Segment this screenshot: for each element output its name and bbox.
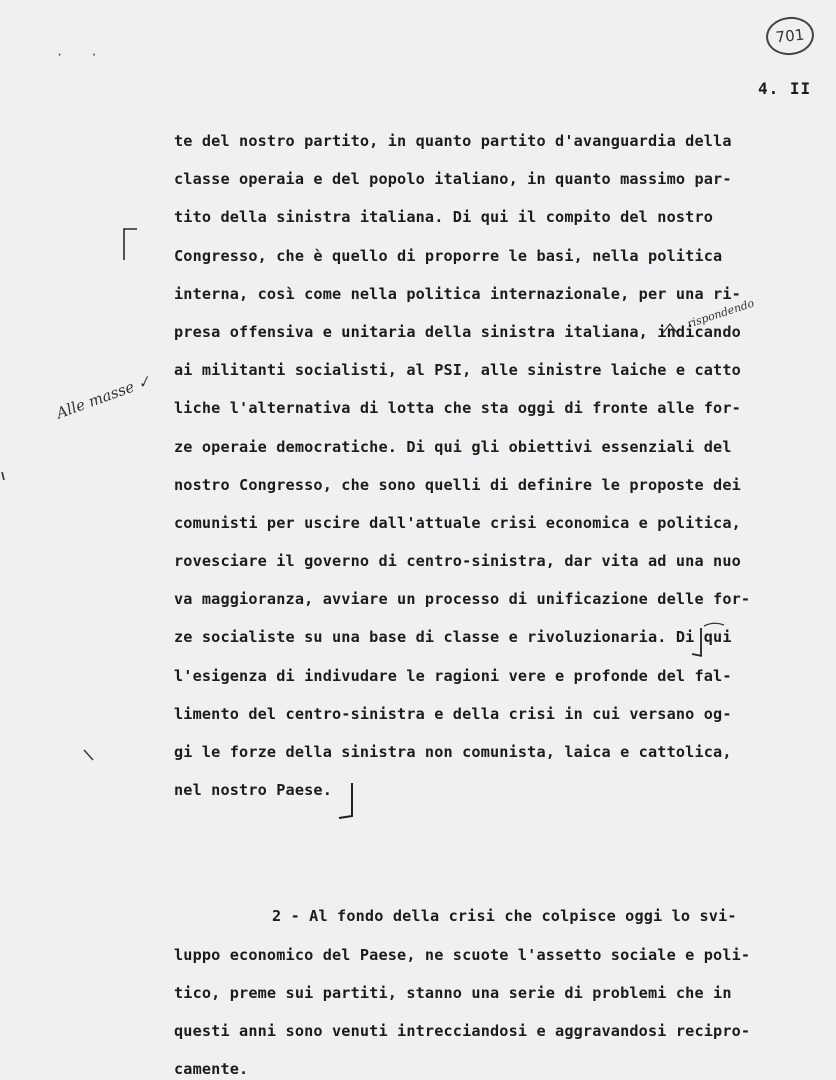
paragraph-gap xyxy=(174,853,784,897)
text-line: camente. xyxy=(174,1060,249,1079)
typewritten-body xyxy=(174,122,784,1080)
margin-handwritten-note: Alle masse ✓ xyxy=(53,371,153,423)
text-line: liche l'alternativa di lotta che sta oggi di fronte alle for- xyxy=(174,399,741,418)
bracket-mark-icon xyxy=(118,226,140,262)
text-line: ai militanti socialisti, al PSI, alle sinistre laiche e catto xyxy=(174,361,741,380)
text-line: comunisti per uscire dall'attuale crisi economica e politica, xyxy=(174,513,741,532)
text-line: nostro Congresso, che sono quelli di definire le proposte dei xyxy=(174,475,741,494)
text-line: limento del centro-sinistra e della crisi in cui versano og- xyxy=(174,704,732,723)
text-line: tico, preme sui partiti, stanno una serie di problemi che in xyxy=(174,983,732,1002)
text-line: rovesciare il governo di centro-sinistra, dar vita ad una nuo xyxy=(174,552,741,571)
text-line: ze socialiste su una base di classe e rivoluzionaria. Di qui xyxy=(174,628,732,647)
text-line: gi le forze della sinistra non comunista, laica e cattolica, xyxy=(174,743,732,761)
text-line: presa offensiva e unitaria della sinistra italiana, indicando xyxy=(174,322,741,341)
interlinear-handwritten-note: rispondendo xyxy=(685,296,756,331)
text-line: nel nostro Paese. xyxy=(174,781,332,800)
text-line: interna, così come nella politica internazionale, per una ri- xyxy=(174,284,741,303)
text-line: te del nostro partito, in quanto partito d'avanguardia della xyxy=(174,132,732,150)
page-stamp xyxy=(764,15,816,58)
text-line: va maggioranza, avviare un processo di unificazione delle for- xyxy=(174,590,751,609)
section-2-first-line: 2 - Al fondo della crisi che colpisce oggi lo svi- xyxy=(272,907,737,926)
text-line: questi anni sono venuti intrecciandosi e aggravandosi recipro- xyxy=(174,1021,751,1040)
stamp-number: 701 xyxy=(774,25,806,47)
text-line: luppo economico del Paese, ne scuote l'assetto sociale e poli- xyxy=(174,945,751,964)
scan-speck-marks: · · xyxy=(56,48,108,62)
paragraph-gap xyxy=(174,809,784,853)
page-number: 4. II xyxy=(758,79,812,98)
text-line: tito della sinistra italiana. Di qui il compito del nostro xyxy=(174,208,714,227)
text-line: ze operaie democratiche. Di qui gli obiettivi essenziali del xyxy=(174,437,732,456)
text-line: classe operaia e del popolo italiano, in quanto massimo par- xyxy=(174,170,732,189)
left-edge-mark-icon xyxy=(0,470,8,482)
text-line: Congresso, che è quello di proporre le basi, nella politica xyxy=(174,246,723,265)
tick-mark-icon xyxy=(82,748,96,762)
text-line: l'esigenza di indivudare le ragioni vere e profonde del fal- xyxy=(174,666,732,685)
